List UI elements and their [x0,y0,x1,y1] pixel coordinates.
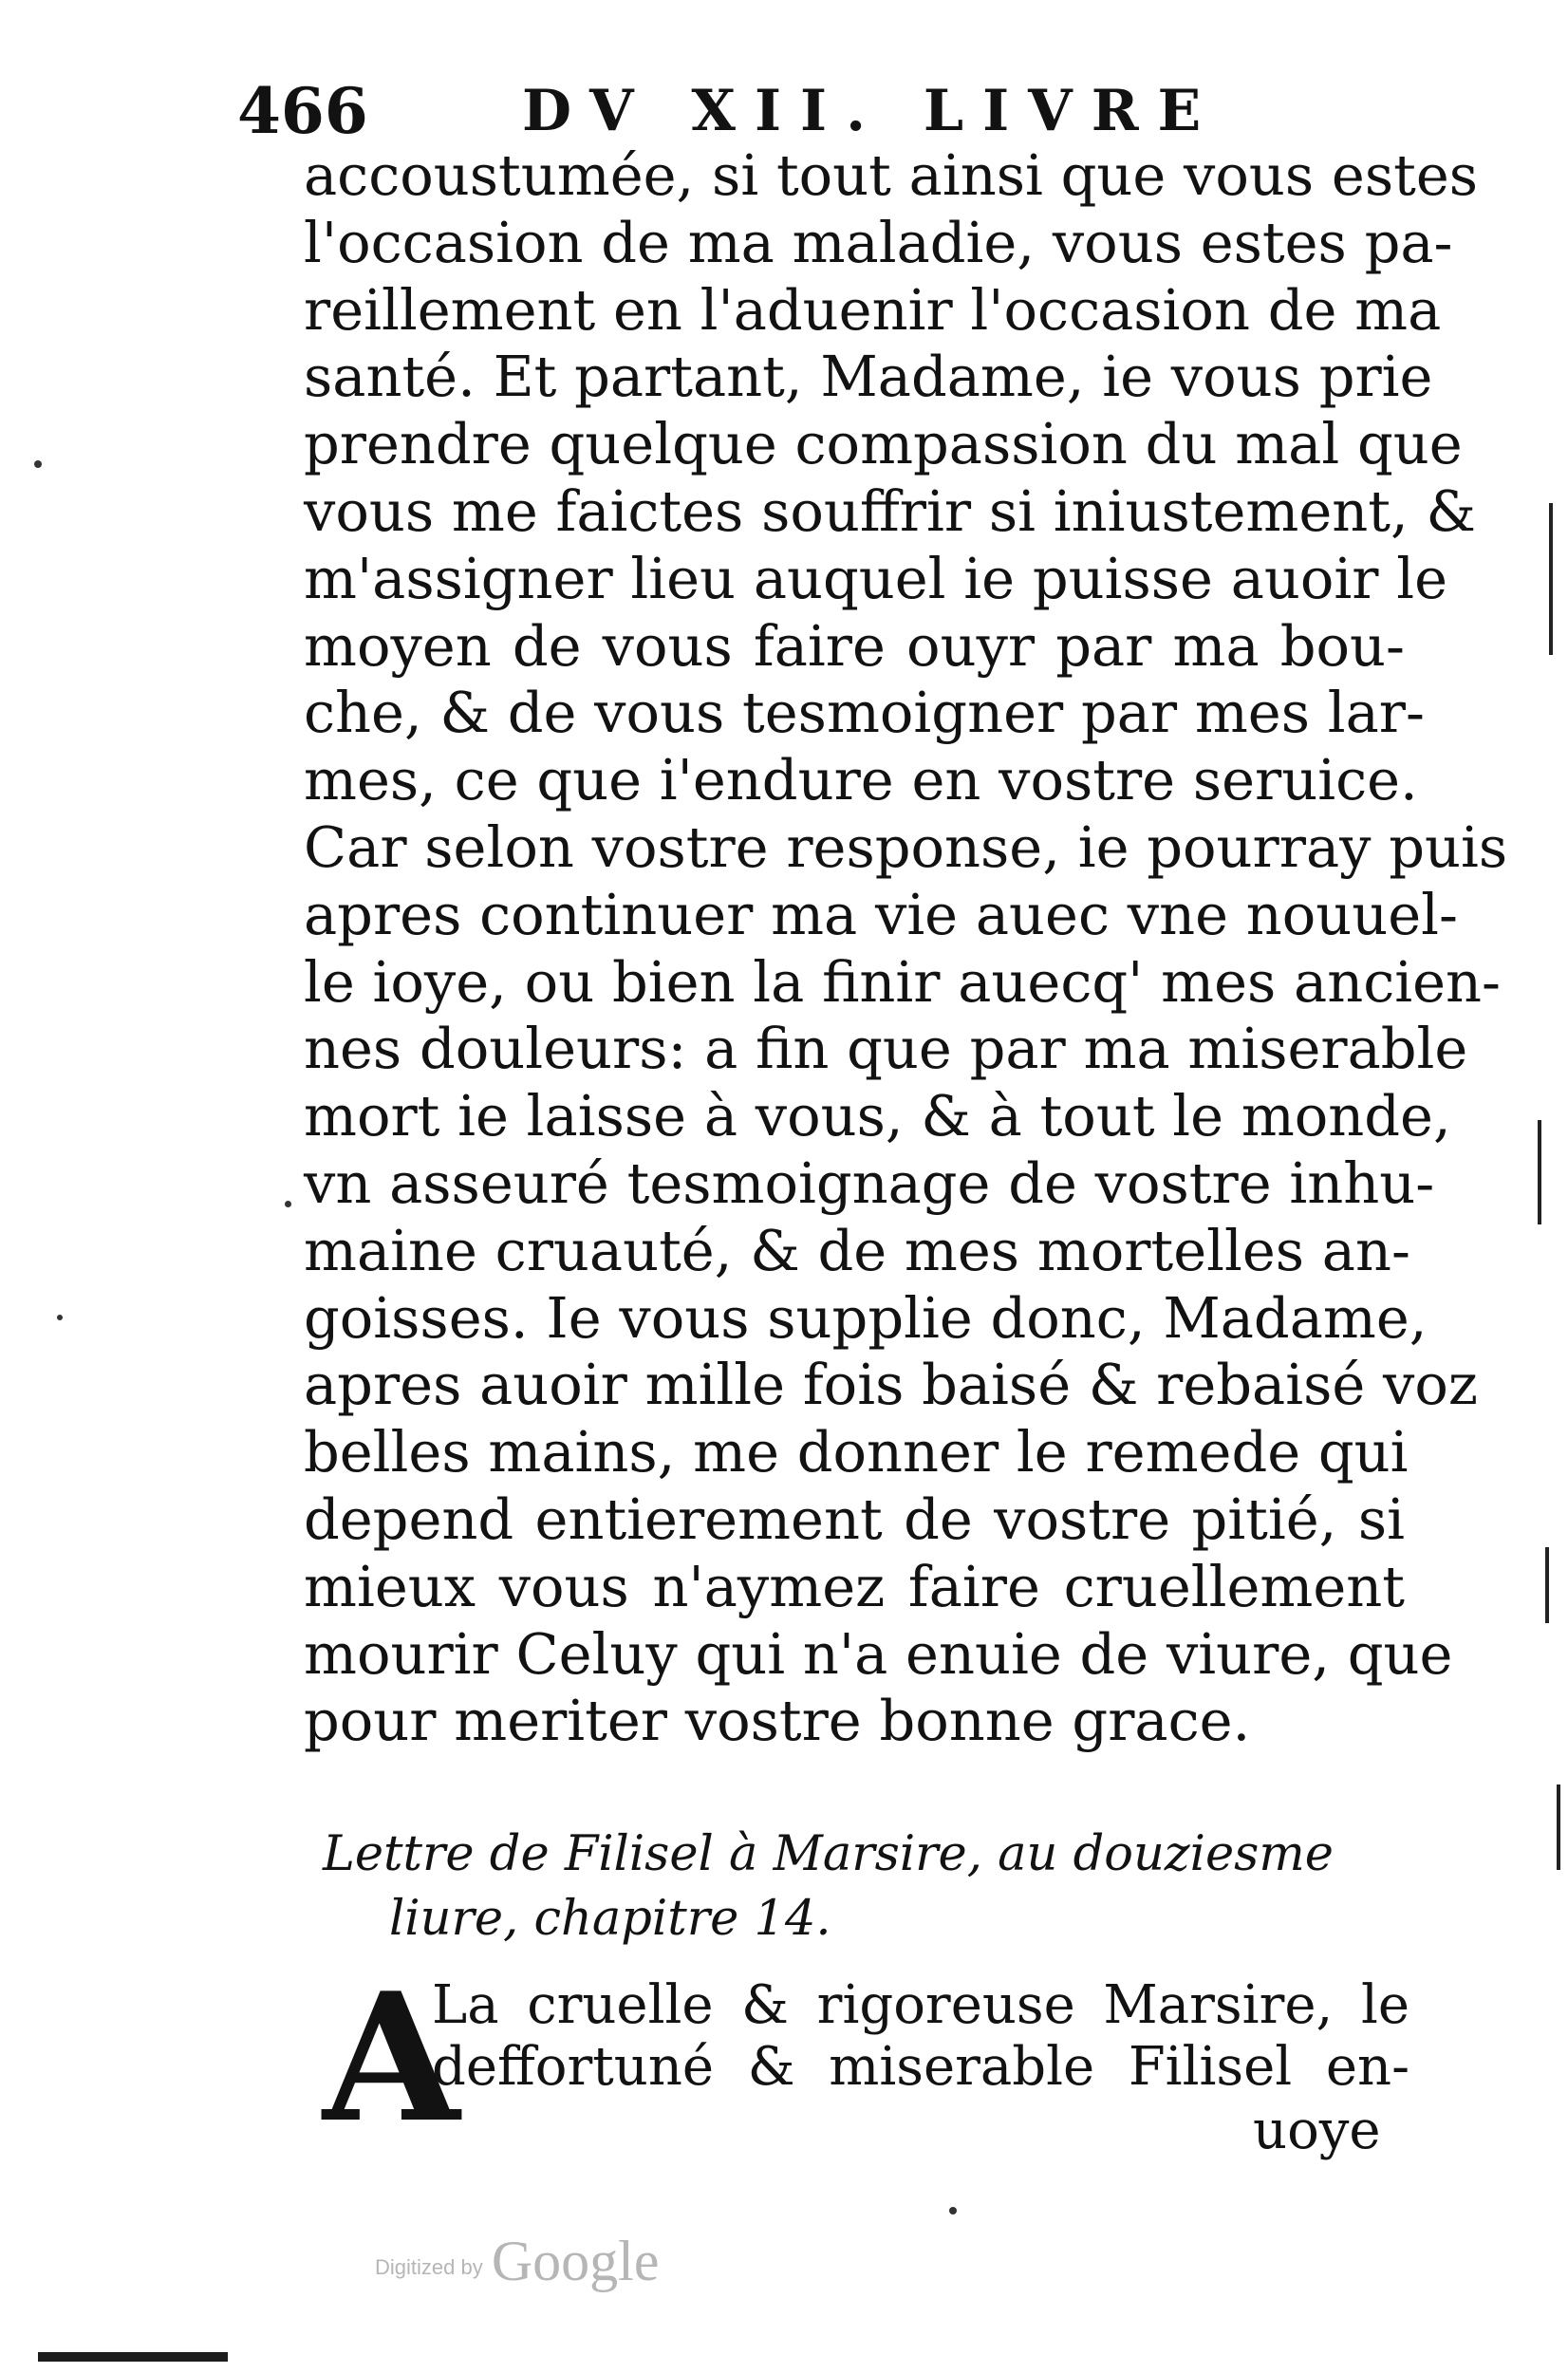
catchword: uoye [1253,2100,1381,2161]
text-line: santé. Et partant, Madame, ie vous prie [304,344,1433,410]
text-line: depend entierement de vostre pitié, si [304,1485,1405,1552]
text-line: La cruelle & rigoreuse Marsire, le [432,1974,1409,2036]
text-line: deffortuné & miserable Filisel en- [432,2036,1409,2098]
margin-mark [1557,1784,1560,1870]
text-line: che, & de vous tesmoigner par mes lar- [304,680,1425,746]
text-line: m'assigner lieu auquel ie puisse auoir le [304,545,1448,611]
heading-line: liure, chapitre 14. [389,1891,831,1947]
attribution-mark: Google [491,2230,660,2292]
margin-mark [1549,503,1553,655]
margin-speck [57,1315,63,1320]
text-line: mourir Celuy qui n'a enuie de viure, que [304,1620,1453,1687]
text-line: apres continuer ma vie auec vne nouuel- [304,881,1458,947]
text-line: maine cruauté, & de mes mortelles an- [304,1217,1410,1283]
text-line: mort ie laisse à vous, & à tout le monde, [304,1083,1451,1149]
text-line: reillement en l'aduenir l'occasion de ma [304,276,1442,343]
running-head [237,68,1471,154]
text-line: vn asseuré tesmoignage de vostre inhu- [304,1149,1435,1216]
text-line: nes douleurs: a fin que par ma miserable [304,1016,1468,1082]
text-line: prendre quelque compassion du mal que [304,411,1463,477]
text-line: l'occasion de ma maladie, vous estes pa- [304,209,1453,275]
text-line: belles mains, me donner le remede qui [304,1419,1409,1485]
margin-mark [1545,1547,1549,1623]
digitization-attribution [375,2229,659,2294]
text-line: mes, ce que i'endure en vostre seruice. [304,747,1418,813]
letter-lines [432,1974,1409,2098]
text-line: accoustumée, si tout ainsi que vous estes [304,142,1479,208]
attribution-prefix: Digitized by [375,2255,483,2279]
text-line: apres auoir mille fois baisé & rebaisé voz [304,1352,1478,1418]
margin-speck [285,1201,291,1207]
margin-speck [949,2207,957,2214]
running-title: DV XII. LIVRE [522,78,1221,144]
letter-heading [323,1822,1424,1952]
text-line: le ioye, ou bien la finir auecq' mes ancien- [304,948,1501,1015]
text-line: goisses. Ie vous supplie donc, Madame, [304,1284,1428,1351]
margin-speck [34,460,42,468]
text-line: mieux vous n'aymez faire cruellement [304,1553,1405,1619]
letter-opening [323,1953,1414,2164]
page-number: 466 [237,74,368,148]
margin-mark [1538,1120,1541,1224]
text-line: Car selon vostre response, ie pourray puis [304,813,1508,880]
bottom-edge-mark [38,2352,228,2362]
text-line: vous me faictes souffrir si iniustement, & [304,477,1476,544]
text-line: pour meriter vostre bonne grace. [304,1688,1251,1754]
text-line: moyen de vous faire ouyr par ma bou- [304,612,1405,679]
body-text [304,142,1508,1755]
heading-line: Lettre de Filisel à Marsire, au douziesme [323,1826,1334,1882]
drop-cap: A [323,1953,460,2161]
